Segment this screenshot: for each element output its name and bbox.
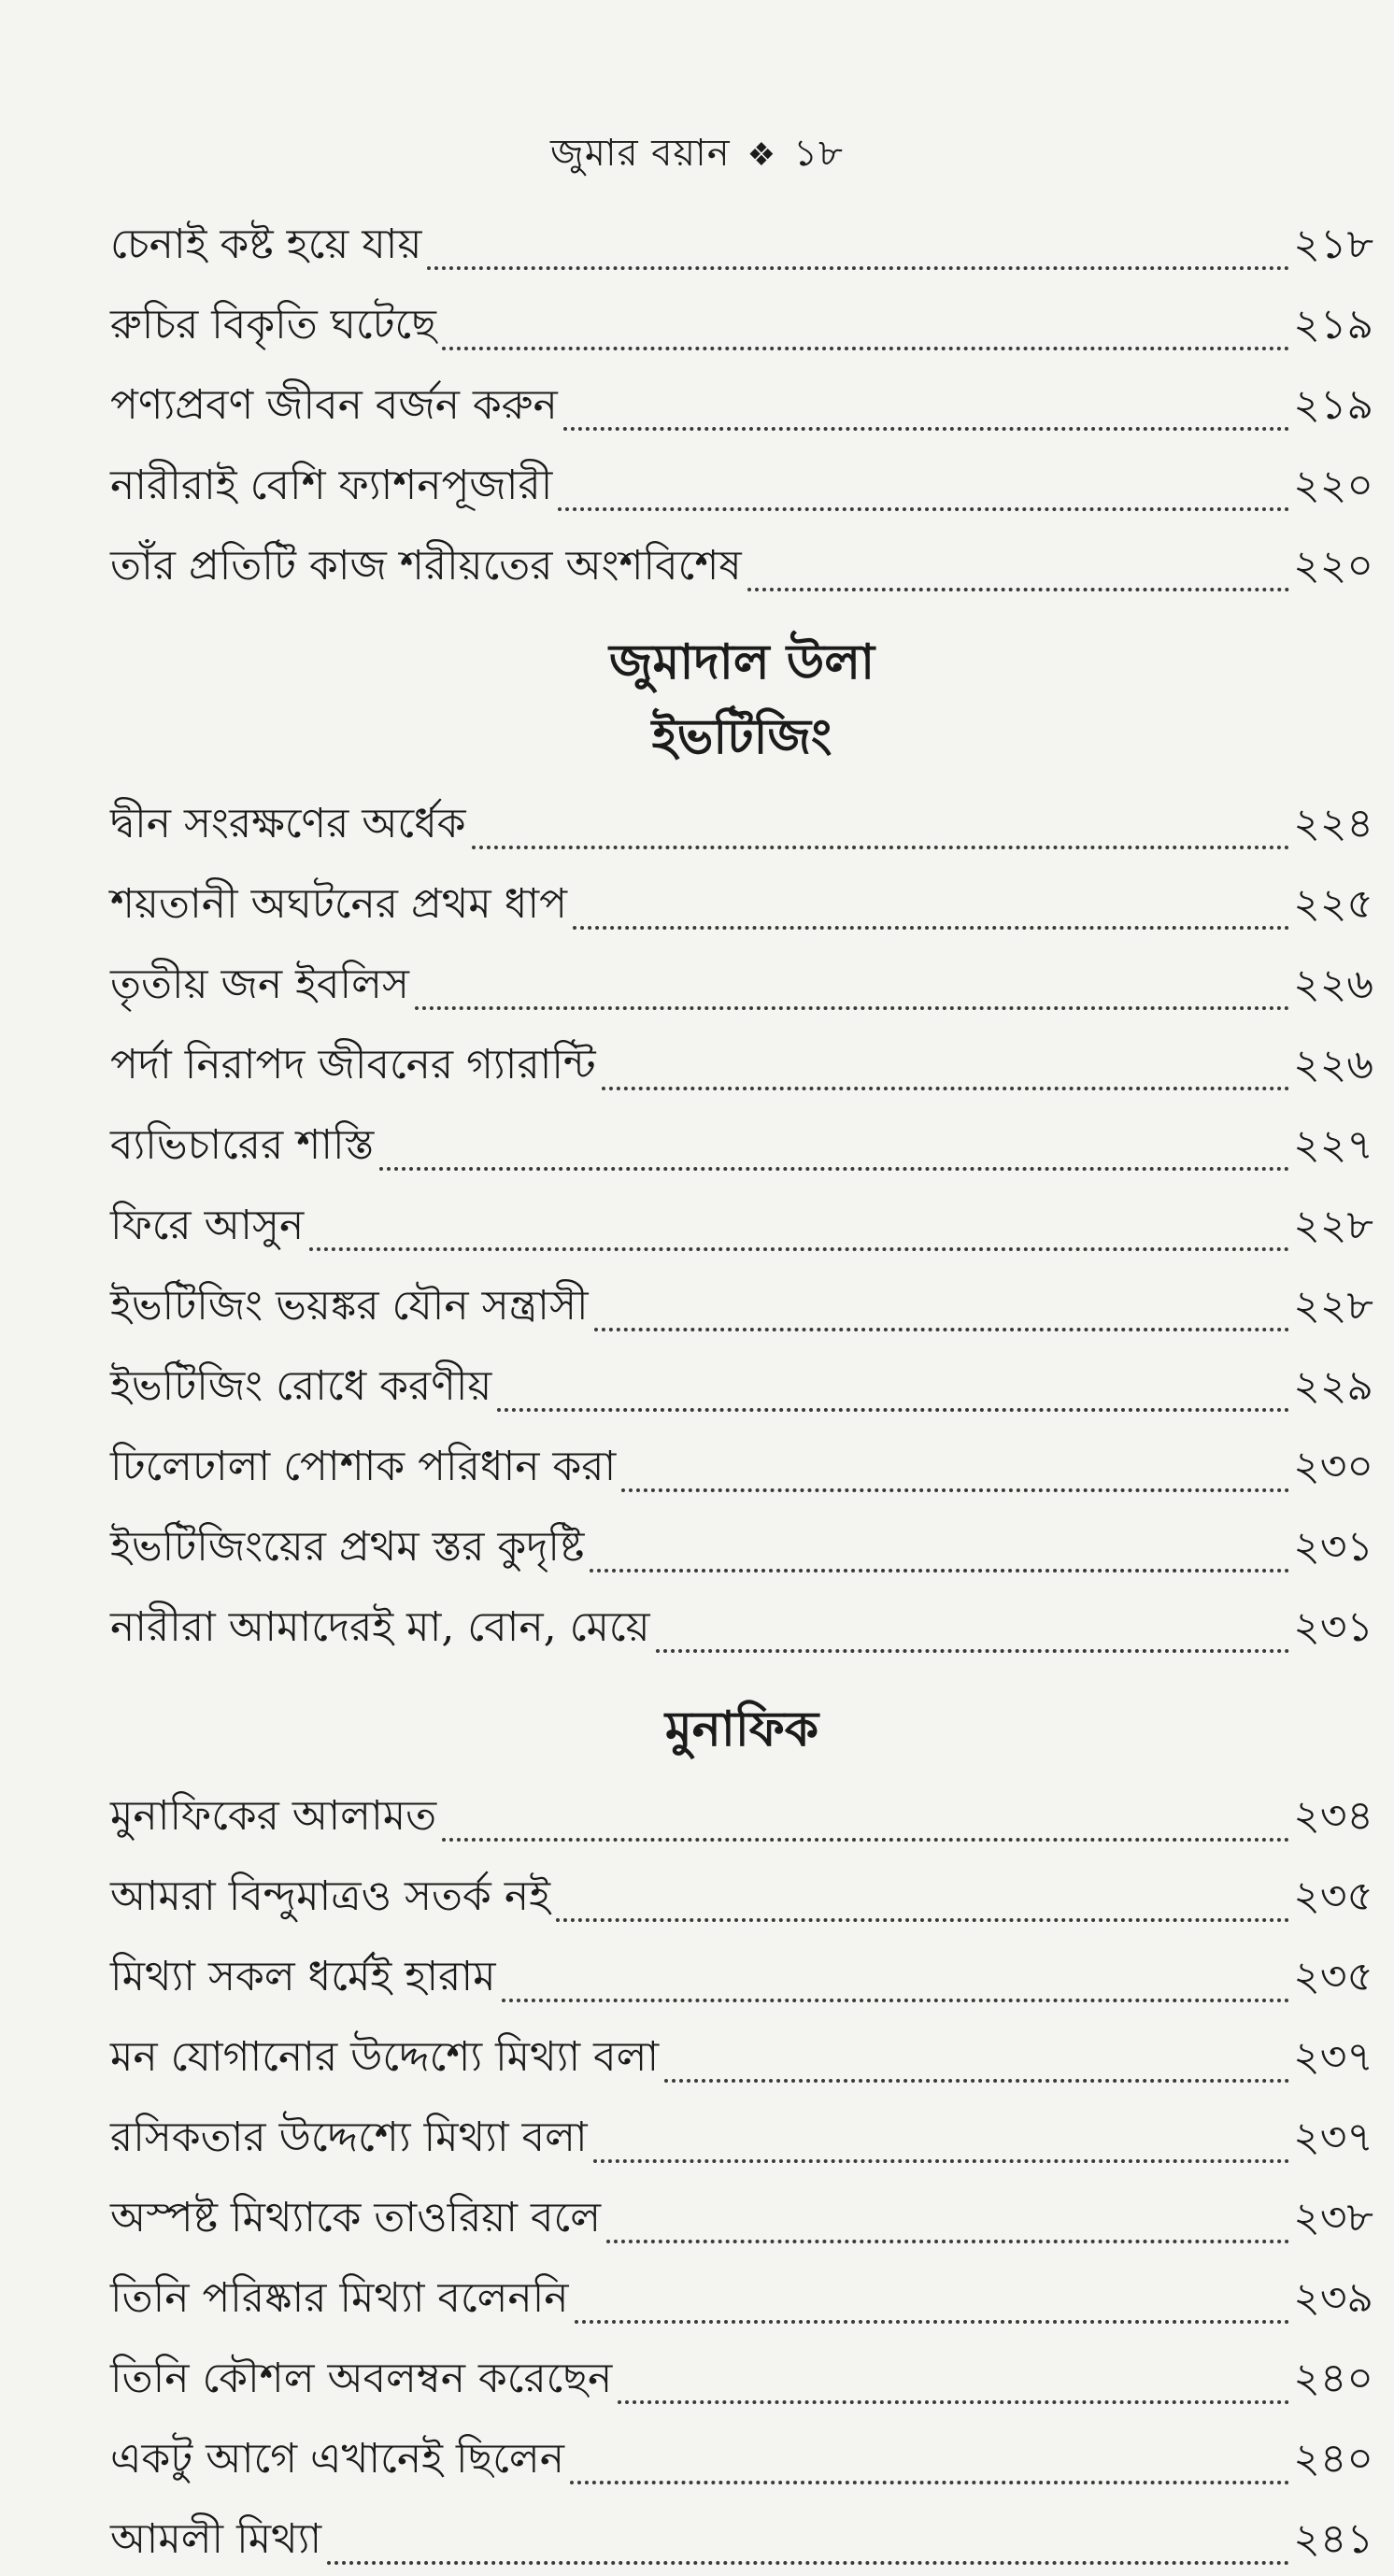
- dot-leader: [590, 1569, 1289, 1573]
- toc-entry-title: রসিকতার উদ্দেশ্যে মিথ্যা বলা: [110, 2113, 588, 2161]
- toc-entry-title: মন যোগানোর উদ্দেশ্যে মিথ্যা বলা: [110, 2033, 660, 2081]
- toc-entry-title: ইভটিজিং ভয়ঙ্কর যৌন সন্ত্রাসী: [110, 1282, 589, 1330]
- toc-entry[interactable]: [110, 1102, 1373, 1182]
- dot-leader: [502, 1999, 1290, 2002]
- toc-entry[interactable]: [110, 201, 1373, 281]
- toc-entry-title: মুনাফিকের আলামত: [110, 1792, 437, 1840]
- toc-entry-title: অস্পষ্ট মিথ্যাকে তাওরিয়া বলে: [110, 2194, 601, 2242]
- dot-leader: [472, 846, 1290, 849]
- toc-entry[interactable]: [110, 2014, 1373, 2094]
- toc-entry-title: ফিরে আসুন: [110, 1202, 305, 1249]
- toc-entry[interactable]: [110, 1021, 1373, 1102]
- dot-leader: [593, 2159, 1290, 2163]
- toc-entry[interactable]: [110, 2335, 1373, 2415]
- toc-entry-page: ২৪০: [1293, 2355, 1373, 2402]
- toc-entry-page: ২২৪: [1293, 800, 1373, 847]
- toc-entry-title: নারীরা আমাদেরই মা, বোন, মেয়ে: [110, 1603, 650, 1651]
- dot-leader: [664, 2079, 1289, 2083]
- toc-entry[interactable]: [110, 1853, 1373, 1933]
- dot-leader: [327, 2561, 1289, 2565]
- toc-entry-page: ২২৬: [1293, 961, 1373, 1008]
- toc-entry-title: ইভটিজিংয়ের প্রথম স্তর কুদৃষ্টি: [110, 1523, 585, 1571]
- dot-leader: [621, 1488, 1289, 1492]
- toc-entry-page: ২৩৭: [1293, 2033, 1373, 2081]
- toc-entry-page: ২২৮: [1293, 1282, 1373, 1330]
- dot-leader: [570, 2481, 1289, 2484]
- toc-entry[interactable]: [110, 2415, 1373, 2496]
- toc-entry[interactable]: [110, 1423, 1373, 1503]
- toc-entry-page: ২৩৫: [1293, 1953, 1373, 2000]
- toc-entry[interactable]: [110, 2496, 1373, 2576]
- dot-leader: [497, 1408, 1289, 1412]
- toc-entry-page: ২২৬: [1293, 1041, 1373, 1089]
- toc-entry-title: তিনি কৌশল অবলম্বন করেছেন: [110, 2355, 613, 2402]
- dot-leader: [558, 507, 1289, 511]
- toc-entry[interactable]: [110, 780, 1373, 861]
- toc-entry[interactable]: [110, 1503, 1373, 1584]
- dot-leader: [442, 1838, 1289, 1842]
- page-number: ১৮: [793, 132, 845, 175]
- toc-entry-title: ঢিলেঢালা পোশাক পরিধান করা: [110, 1443, 617, 1490]
- dot-leader: [573, 926, 1289, 930]
- dot-leader: [415, 1006, 1289, 1010]
- toc-entry-page: ২১৯: [1293, 301, 1373, 349]
- toc-entry-page: ২৩৮: [1293, 2194, 1373, 2242]
- dot-leader: [575, 2320, 1290, 2324]
- toc-entry-title: পণ্যপ্রবণ জীবন বর্জন করুন: [110, 381, 558, 429]
- toc-entry[interactable]: [110, 861, 1373, 941]
- dot-leader: [556, 1918, 1289, 1922]
- dot-leader: [379, 1167, 1289, 1171]
- section-subheading: ইভটিজিং: [651, 708, 832, 765]
- toc-entry-page: ২১৯: [1293, 381, 1373, 429]
- running-header: [0, 123, 1394, 186]
- toc-entry-title: চেনাই কষ্ট হয়ে যায়: [110, 221, 422, 268]
- toc-entry[interactable]: [110, 1584, 1373, 1664]
- toc-entry-title: তাঁর প্রতিটি কাজ শরীয়তের অংশবিশেষ: [110, 542, 742, 590]
- dot-leader: [594, 1328, 1290, 1331]
- toc-entry[interactable]: [110, 1772, 1373, 1853]
- toc-entry[interactable]: [110, 1343, 1373, 1423]
- toc-entry-page: ২৪১: [1293, 2515, 1373, 2563]
- toc-entry-title: নারীরাই বেশি ফ্যাশনপূজারী: [110, 462, 553, 509]
- toc-entry-page: ২৩০: [1293, 1443, 1373, 1490]
- section-heading: জুমাদাল উলা: [608, 633, 875, 690]
- dot-leader: [656, 1649, 1290, 1653]
- table-of-contents: [110, 201, 1373, 2576]
- toc-entry[interactable]: [110, 1182, 1373, 1262]
- ornament-icon: ❖: [747, 135, 777, 174]
- dot-leader: [602, 1087, 1290, 1090]
- toc-entry-page: ২২৮: [1293, 1202, 1373, 1249]
- dot-leader: [427, 266, 1289, 270]
- toc-entry-page: ২৩১: [1293, 1603, 1373, 1651]
- toc-entry-title: ইভটিজিং রোধে করণীয়: [110, 1362, 492, 1410]
- dot-leader: [747, 588, 1290, 591]
- toc-entry-page: ২৩৭: [1293, 2113, 1373, 2161]
- dot-leader: [606, 2240, 1289, 2243]
- toc-entry-title: মিথ্যা সকল ধর্মেই হারাম: [110, 1953, 496, 2000]
- toc-entry-page: ২২০: [1293, 462, 1373, 509]
- section-heading: মুনাফিক: [664, 1701, 819, 1758]
- toc-entry[interactable]: [110, 522, 1373, 603]
- dot-leader: [309, 1247, 1289, 1251]
- dot-leader: [563, 427, 1290, 431]
- toc-entry-title: পর্দা নিরাপদ জীবনের গ্যারান্টি: [110, 1041, 596, 1089]
- toc-entry-title: তৃতীয় জন ইবলিস: [110, 961, 409, 1008]
- toc-entry-page: ২৩৯: [1293, 2274, 1373, 2322]
- toc-entry-title: আমলী মিথ্যা: [110, 2515, 322, 2563]
- toc-entry[interactable]: [110, 941, 1373, 1021]
- toc-entry[interactable]: [110, 442, 1373, 522]
- toc-entry[interactable]: [110, 1933, 1373, 2014]
- toc-entry-page: ২১৮: [1293, 221, 1373, 268]
- toc-entry-page: ২২৫: [1293, 880, 1373, 928]
- toc-entry[interactable]: [110, 2255, 1373, 2335]
- book-title: জুমার বয়ান: [549, 132, 731, 175]
- toc-entry-title: একটু আগে এখানেই ছিলেন: [110, 2435, 564, 2483]
- toc-entry-page: ২৩৪: [1293, 1792, 1373, 1840]
- dot-leader: [618, 2400, 1289, 2404]
- toc-entry[interactable]: [110, 362, 1373, 442]
- toc-entry-page: ২৩১: [1293, 1523, 1373, 1571]
- toc-entry-title: আমরা বিন্দুমাত্রও সতর্ক নই: [110, 1872, 550, 1920]
- toc-entry[interactable]: [110, 1262, 1373, 1343]
- toc-entry-page: ২২০: [1293, 542, 1373, 590]
- toc-entry-title: তিনি পরিষ্কার মিথ্যা বলেননি: [110, 2274, 569, 2322]
- toc-entry-title: শয়তানী অঘটনের প্রথম ধাপ: [110, 880, 567, 928]
- toc-entry-page: ২২৭: [1293, 1121, 1373, 1169]
- toc-entry-title: ব্যভিচারের শাস্তি: [110, 1121, 375, 1169]
- toc-entry[interactable]: [110, 2094, 1373, 2174]
- toc-entry[interactable]: [110, 281, 1373, 362]
- toc-entry[interactable]: [110, 2174, 1373, 2255]
- toc-entry-page: ২২৯: [1293, 1362, 1373, 1410]
- dot-leader: [442, 347, 1289, 350]
- toc-entry-page: ২৩৫: [1293, 1872, 1373, 1920]
- toc-entry-title: রুচির বিকৃতি ঘটেছে: [110, 301, 436, 349]
- toc-entry-title: দ্বীন সংরক্ষণের অর্ধেক: [110, 800, 466, 847]
- toc-entry-page: ২৪০: [1293, 2435, 1373, 2483]
